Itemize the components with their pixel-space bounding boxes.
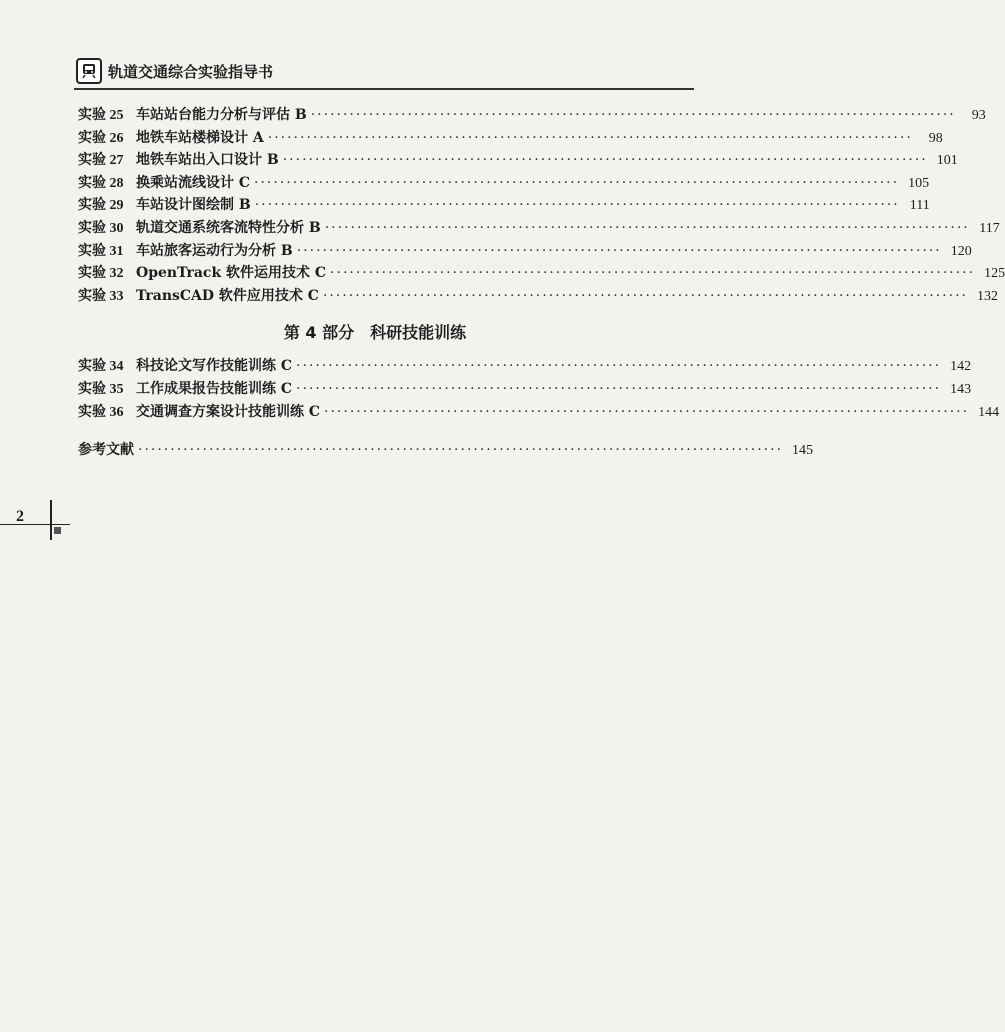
entry-title: 车站站台能力分析与评估 B [136,107,307,123]
toc-entry[interactable] [78,262,1005,285]
toc-entry[interactable] [78,378,972,401]
entry-page: 143 [950,381,972,397]
entry-page: 145 [792,443,814,459]
entry-number: 实验 34 [78,359,124,375]
toc-entry[interactable] [78,355,972,378]
toc-entry-references[interactable] [78,439,814,462]
leader-dots: ···································································································· [138,442,784,459]
train-icon [76,58,102,84]
entry-title: 工作成果报告技能训练 C [136,380,293,397]
entry-number: 实验 25 [78,108,124,123]
entry-page: 125 [984,266,1005,282]
toc-list-part3 [78,104,1005,307]
header-rule [74,88,694,90]
leader-dots: ···································································································· [296,358,942,375]
leader-dots: ···································································································· [322,287,968,304]
entry-title: 地铁车站出入口设计 B [136,152,279,169]
entry-title: 地铁车站楼梯设计 A [136,129,264,146]
entry-page: 117 [979,220,1000,236]
table-of-contents [78,104,1005,462]
entry-number: 实验 27 [78,153,124,169]
entry-title: 参考文献 [78,442,134,459]
entry-title: 车站设计图绘制 B [136,197,251,214]
crop-mark-box [54,527,61,534]
leader-dots: ···································································································· [324,403,970,420]
leader-dots: ···································································································· [330,265,976,282]
entry-number: 实验 32 [78,266,124,282]
entry-page: 144 [978,404,1000,420]
toc-list-part4 [78,355,1000,423]
toc-entry[interactable] [78,194,930,217]
entry-title: OpenTrack 软件运用技术 C [136,265,327,282]
toc-entry[interactable] [78,240,972,263]
entry-page: 98 [928,130,943,146]
leader-dots: ···································································································· [282,152,928,169]
page-number: 2 [16,508,24,525]
entry-number: 实验 36 [78,404,124,420]
entry-number: 实验 35 [78,381,124,397]
running-header [74,54,674,88]
crop-mark-vertical [50,500,52,540]
entry-title: 车站旅客运动行为分析 B [136,242,293,259]
crop-mark-horizontal [0,524,70,525]
toc-entry[interactable] [78,172,930,195]
entry-number: 实验 28 [78,175,124,191]
entry-title: 轨道交通系统客流特性分析 B [136,219,321,236]
book-title: 轨道交通综合实验指导书 [108,63,274,81]
entry-page: 132 [976,288,998,304]
entry-page: 93 [971,108,986,123]
entry-page: 105 [908,175,930,191]
entry-page: 101 [936,153,958,169]
entry-number: 实验 33 [78,288,124,304]
leader-dots: ···································································································· [254,174,900,191]
leader-dots: ···································································································· [324,219,970,236]
toc-entry[interactable] [78,285,998,308]
leader-dots: ···································································································· [267,129,913,146]
leader-dots: ···································································································· [254,197,900,214]
leader-dots: ···································································································· [296,242,942,259]
entry-title: TransCAD 软件应用技术 C [136,287,319,304]
leader-dots: ···································································································· [310,107,956,123]
entry-title: 换乘站流线设计 C [136,174,251,191]
toc-entry[interactable] [78,149,958,172]
entry-number: 实验 29 [78,198,124,214]
toc-entry[interactable] [78,104,986,127]
section-heading-part4: 第 4 部分 科研技能训练 [283,323,467,343]
leader-dots: ···································································································· [296,380,942,397]
toc-entry[interactable] [78,217,1000,240]
entry-title: 科技论文写作技能训练 C [136,358,293,375]
entry-page: 120 [950,243,972,259]
entry-page: 111 [909,198,930,214]
entry-page: 142 [950,359,972,375]
entry-number: 实验 31 [78,243,124,259]
toc-entry[interactable] [78,401,1000,424]
toc-entry[interactable] [78,127,943,150]
entry-number: 实验 30 [78,220,124,236]
entry-number: 实验 26 [78,130,124,146]
entry-title: 交通调查方案设计技能训练 C [136,403,321,420]
